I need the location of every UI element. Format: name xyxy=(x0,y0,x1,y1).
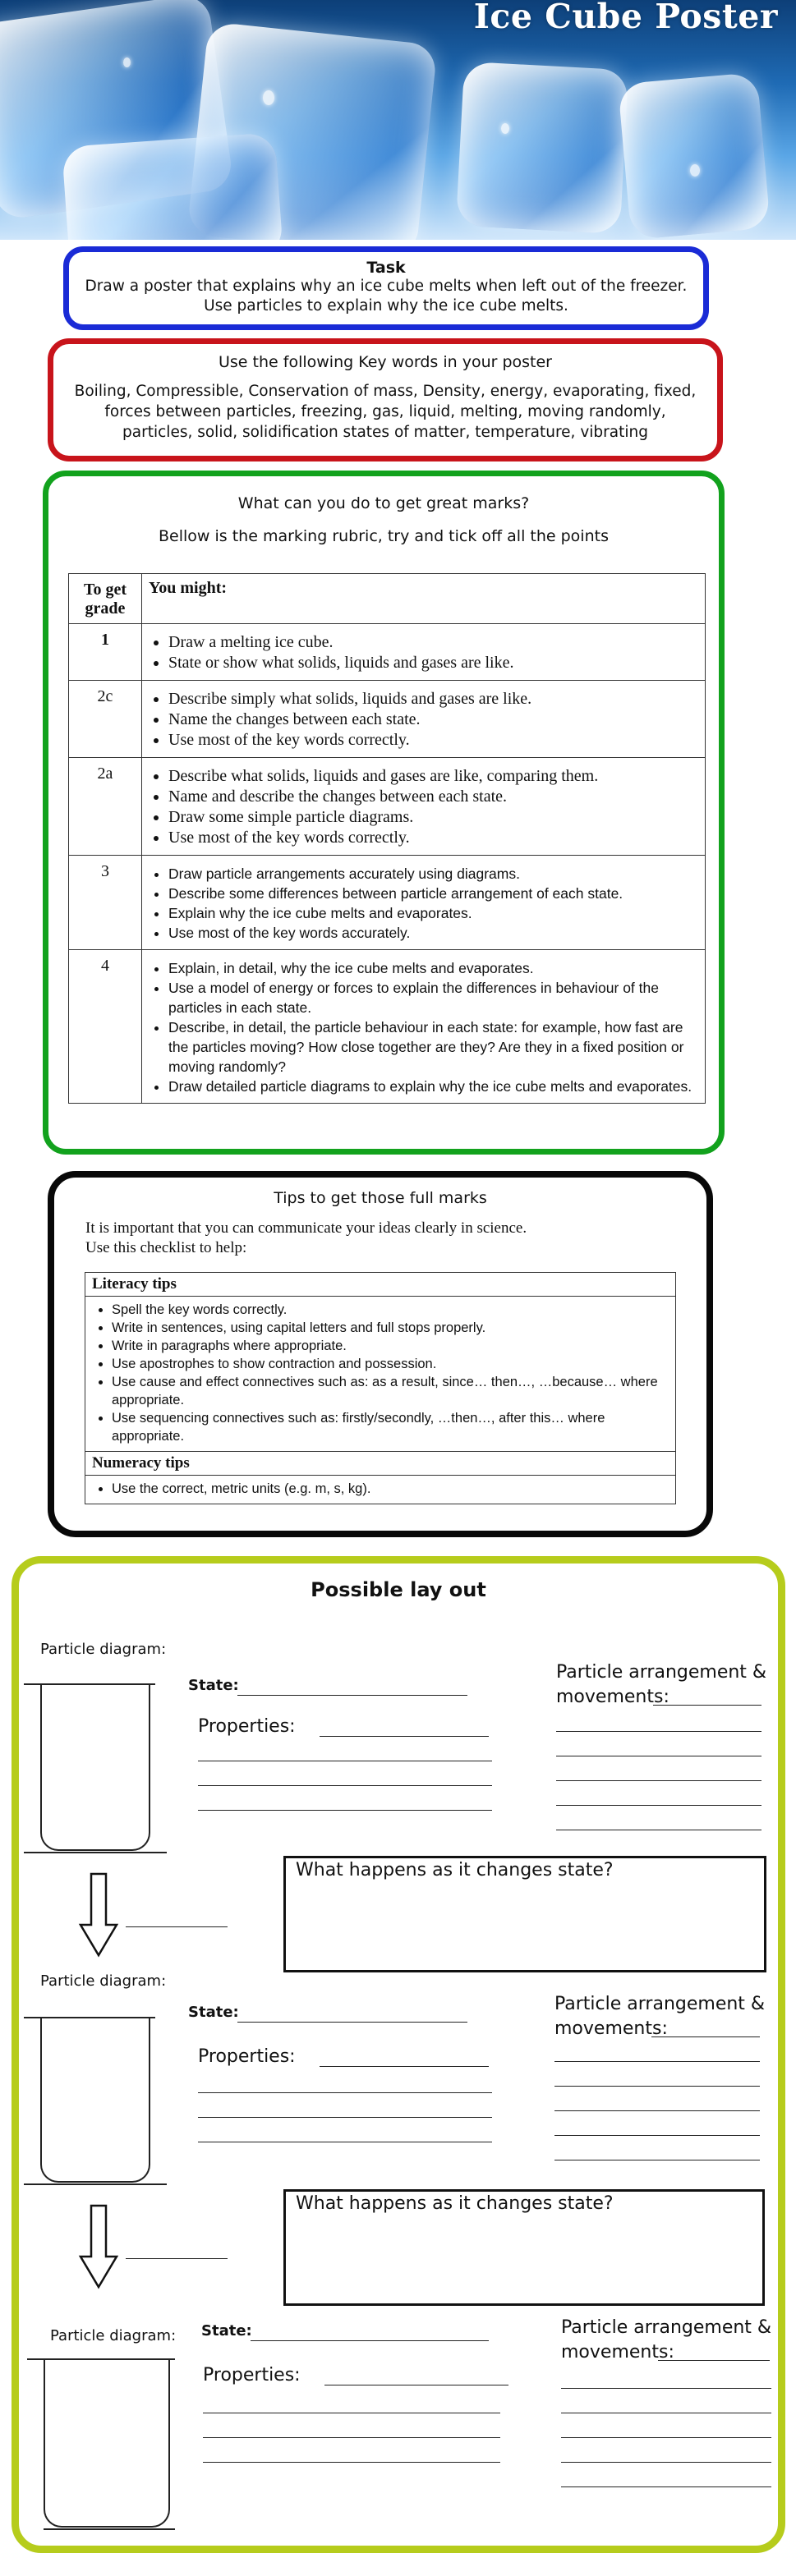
list-item: • Spell the key words correctly. xyxy=(112,1301,669,1319)
arrangement-label: Particle arrangement & xyxy=(554,1994,766,2014)
list-item: • Use sequencing connectives such as: firstly/secondly, …then…, after this… where appropriate. xyxy=(112,1409,669,1445)
table-row xyxy=(69,681,706,758)
list-item: • Use most of the key words correctly. xyxy=(168,828,698,848)
answer-line xyxy=(320,1736,489,1737)
list-item: • Describe some differences between particle arrangement of each state. xyxy=(168,884,698,903)
list-item: • Draw detailed particle diagrams to explain why the ice cube melts and evaporates. xyxy=(168,1077,698,1096)
particle-diagram-label: Particle diagram: xyxy=(50,2327,177,2344)
page-title: Ice Cube Poster xyxy=(473,0,778,36)
down-arrow-icon xyxy=(78,2204,119,2289)
possible-layout-box xyxy=(12,1556,785,2553)
grade-cell: 3 xyxy=(69,856,142,950)
arrangement-label: Particle arrangement & xyxy=(556,1662,767,1683)
answer-line xyxy=(561,2462,771,2463)
answer-line xyxy=(198,2117,492,2118)
tips-table xyxy=(85,1272,676,1504)
change-state-box xyxy=(283,2189,765,2306)
list-item: • Describe simply what solids, liquids and gases are like. xyxy=(168,689,698,709)
marking-rubric-box xyxy=(43,471,725,1155)
task-box xyxy=(63,246,709,330)
change-state-box xyxy=(283,1856,766,1972)
task-line-1: Draw a poster that explains why an ice cube melts when left out of the freezer. xyxy=(85,278,688,295)
movements-label: movements: xyxy=(556,1687,669,1707)
list-item: • Explain why the ice cube melts and evaporates. xyxy=(168,903,698,923)
answer-line xyxy=(237,1695,467,1696)
table-row xyxy=(69,758,706,856)
keywords-heading: Use the following Key words in your poster xyxy=(219,353,552,371)
beaker-outline xyxy=(44,2358,170,2528)
keywords-box xyxy=(48,338,723,461)
properties-label: Properties: xyxy=(198,2046,296,2067)
answer-line xyxy=(651,2036,760,2037)
list-item: • Explain, in detail, why the ice cube melts and evaporates. xyxy=(168,958,698,978)
list-item: • Draw a melting ice cube. xyxy=(168,632,698,653)
list-item: • Name and describe the changes between each state. xyxy=(168,787,698,807)
answer-line xyxy=(556,1805,761,1806)
answer-line xyxy=(203,2462,500,2463)
list-item: • Draw some simple particle diagrams. xyxy=(168,807,698,828)
criteria-cell xyxy=(142,624,706,681)
answer-line xyxy=(561,2486,771,2487)
grade-cell: 2c xyxy=(69,681,142,758)
beaker-outline xyxy=(40,1683,150,1851)
state-label: State: xyxy=(188,2004,239,2021)
numeracy-tips-cell xyxy=(85,1476,676,1504)
answer-line xyxy=(658,2360,770,2361)
numeracy-tips-title: Numeracy tips xyxy=(85,1452,676,1476)
state-label: State: xyxy=(201,2322,252,2340)
criteria-cell xyxy=(142,950,706,1104)
particle-diagram-label: Particle diagram: xyxy=(40,1641,167,1658)
answer-line xyxy=(198,2092,492,2093)
grade-cell: 1 xyxy=(69,624,142,681)
list-item: • State or show what solids, liquids and gases are like. xyxy=(168,653,698,673)
water-drop xyxy=(123,57,131,67)
answer-line xyxy=(203,2437,500,2438)
marks-heading: What can you do to get great marks? xyxy=(237,494,530,512)
answer-line xyxy=(561,2437,771,2438)
list-item: • Describe, in detail, the particle behaviour in each state: for example, how fast are the particles moving? How close together are they? Are they in a fixed position or moving randomly? xyxy=(168,1017,698,1077)
movements-label: movements: xyxy=(554,2018,668,2039)
water-drop xyxy=(501,123,509,134)
properties-label: Properties: xyxy=(198,1716,296,1737)
task-heading: Task xyxy=(366,259,406,277)
criteria-cell xyxy=(142,856,706,950)
criteria-cell xyxy=(142,758,706,856)
answer-line xyxy=(556,1731,761,1732)
ice-cube-image xyxy=(456,62,628,234)
list-item: • Use apostrophes to show contraction and possession. xyxy=(112,1355,669,1373)
answer-line xyxy=(653,1705,761,1706)
tips-intro-1: It is important that you can communicate your ideas clearly in science. xyxy=(85,1219,527,1237)
beaker-base xyxy=(24,1852,167,1853)
list-item: • Draw particle arrangements accurately using diagrams. xyxy=(168,864,698,884)
beaker-outline xyxy=(40,2017,150,2183)
literacy-tips-cell xyxy=(85,1297,676,1452)
grade-column-header: To get grade xyxy=(69,574,142,624)
water-drop xyxy=(690,164,700,177)
list-item: • Use most of the key words accurately. xyxy=(168,923,698,943)
header-banner xyxy=(0,0,796,240)
movements-label: movements: xyxy=(561,2342,674,2362)
grade-cell: 2a xyxy=(69,758,142,856)
ice-cube-image xyxy=(62,132,283,240)
answer-line xyxy=(554,2061,760,2062)
list-item: • Use a model of energy or forces to explain the differences in behaviour of the particles in each state. xyxy=(168,978,698,1017)
rubric-table xyxy=(68,573,706,1104)
list-item: • Write in paragraphs where appropriate. xyxy=(112,1337,669,1355)
keywords-list: Boiling, Compressible, Conservation of mass, Density, energy, evaporating, fixed, forces between particles, freezing, gas, liquid, melting, moving randomly, particles, solid, solidification states of matter, temperature, vibrating xyxy=(74,383,697,441)
change-state-label: What happens as it changes state? xyxy=(296,2193,614,2214)
list-item: • Use most of the key words correctly. xyxy=(168,730,698,751)
down-arrow-icon xyxy=(78,1872,119,1958)
beaker-base xyxy=(24,2183,167,2185)
arrangement-label: Particle arrangement & xyxy=(561,2317,772,2338)
tips-heading: Tips to get those full marks xyxy=(274,1189,487,1207)
change-state-label: What happens as it changes state? xyxy=(296,1860,614,1880)
answer-line xyxy=(320,2066,489,2067)
table-row xyxy=(85,1452,676,1476)
answer-line xyxy=(237,2022,467,2023)
answer-line xyxy=(251,2340,489,2341)
answer-line xyxy=(126,1926,228,1927)
answer-line xyxy=(556,1780,761,1781)
water-drop xyxy=(263,90,274,105)
answer-line xyxy=(554,2135,760,2136)
grade-cell: 4 xyxy=(69,950,142,1104)
table-row xyxy=(69,856,706,950)
answer-line xyxy=(554,2110,760,2111)
criteria-cell xyxy=(142,681,706,758)
list-item: • Write in sentences, using capital letters and full stops properly. xyxy=(112,1319,669,1337)
list-item: • Name the changes between each state. xyxy=(168,709,698,730)
tips-box xyxy=(48,1171,713,1537)
task-line-2: Use particles to explain why the ice cube melts. xyxy=(204,297,568,315)
table-row xyxy=(69,574,706,624)
state-label: State: xyxy=(188,1677,239,1694)
ice-cube-image xyxy=(618,72,771,240)
tips-intro-2: Use this checklist to help: xyxy=(85,1239,247,1256)
table-row xyxy=(69,624,706,681)
literacy-tips-title: Literacy tips xyxy=(85,1273,676,1297)
table-row xyxy=(85,1297,676,1452)
answer-line xyxy=(198,1785,492,1786)
answer-line xyxy=(126,2258,228,2259)
table-row xyxy=(85,1476,676,1504)
marks-subheading: Bellow is the marking rubric, try and tick off all the points xyxy=(159,527,609,545)
layout-heading: Possible lay out xyxy=(311,1578,486,1601)
table-row xyxy=(85,1273,676,1297)
answer-line xyxy=(554,2086,760,2087)
list-item: • Use cause and effect connectives such as: as a result, since… then…, …because… where appropriate. xyxy=(112,1373,669,1409)
list-item: • Describe what solids, liquids and gases are like, comparing them. xyxy=(168,766,698,787)
properties-label: Properties: xyxy=(203,2365,301,2385)
table-row xyxy=(69,950,706,1104)
answer-line xyxy=(561,2388,771,2389)
list-item: • Use the correct, metric units (e.g. m, s, kg). xyxy=(112,1480,669,1498)
answer-line xyxy=(198,1810,492,1811)
might-column-header: You might: xyxy=(142,574,706,624)
beaker-base xyxy=(44,2528,175,2530)
particle-diagram-label: Particle diagram: xyxy=(40,1972,167,1990)
